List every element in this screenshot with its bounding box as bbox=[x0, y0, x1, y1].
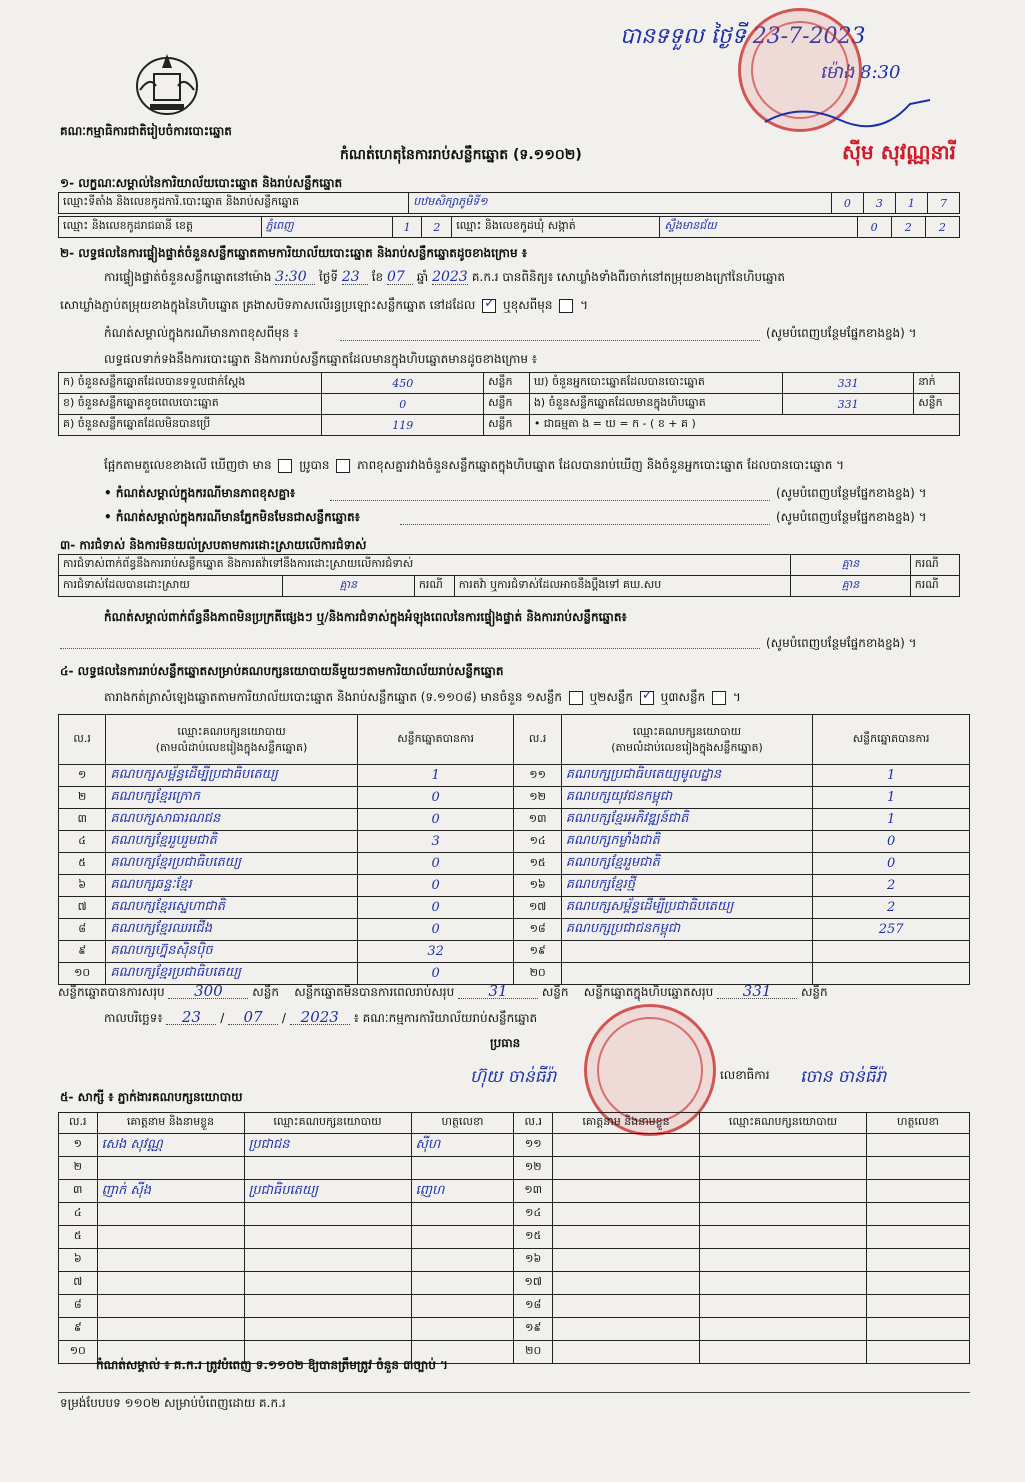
party-votes: 0 bbox=[357, 787, 514, 809]
col-sign-header: ហត្ថលេខា bbox=[867, 1113, 970, 1134]
unit-label: សន្លឹក bbox=[484, 394, 530, 415]
party-name: គណបក្សសម្ព័ន្ធដើម្បីប្រជាធិបតេយ្យ bbox=[561, 897, 812, 919]
table-row bbox=[59, 941, 970, 963]
row-no: ១០ bbox=[59, 1341, 98, 1364]
emblem-icon bbox=[132, 46, 202, 118]
party-votes: 0 bbox=[813, 831, 970, 853]
verification-line bbox=[104, 270, 785, 285]
table-row bbox=[59, 809, 970, 831]
red-stamp-name: ស៊ីម សុវណ្ណនារី bbox=[842, 140, 956, 164]
total-invalid-label: សន្លឹកឆ្នោតមិនបានការពេលរាប់សរុប bbox=[294, 985, 455, 999]
row-no: ៥ bbox=[59, 1226, 98, 1249]
witness-party bbox=[699, 1134, 866, 1157]
row-no: ១៨ bbox=[514, 919, 561, 941]
seal-line: សោឃ្លាំងភ្ជាប់តម្រុយខាងក្នុងនៃហិបឆ្នោត គ្រងាសបិទភាសលើរន្ធប្រឡោះសន្លឹកឆ្នោត នៅដដែល ✓ ឬខុសពីមុន ។ bbox=[60, 298, 588, 313]
diff-text: ផ្អែកតាមតួលេខខាងលើ ឃើញថា មាន bbox=[104, 458, 272, 472]
fill-hint-3: (សូមបំពេញបន្ថែមផ្នែកខាងខ្នង) ។ bbox=[776, 510, 927, 524]
bullet-fill-line bbox=[400, 524, 770, 525]
witness-party: ប្រជាជន bbox=[244, 1134, 411, 1157]
fill-hint-4: (សូមបំពេញបន្ថែមផ្នែកខាងខ្នង) ។ bbox=[766, 636, 917, 650]
count-label: ខ) ចំនួនសន្លឹកឆ្នោតខូចពេលបោះឆ្នោត bbox=[59, 394, 322, 415]
location-value: បឋមសិក្សាភូមិទី១ bbox=[409, 193, 832, 214]
total-invalid-value: 31 bbox=[458, 984, 538, 999]
fill-hint-2: (សូមបំពេញបន្ថែមផ្នែកខាងខ្នង) ។ bbox=[776, 486, 927, 500]
witness-name bbox=[97, 1226, 244, 1249]
changed-checkbox[interactable] bbox=[559, 299, 573, 313]
received-note: បានទទួល ថ្ងៃទី 23-7-2023 bbox=[620, 24, 866, 49]
diff-or-label: ប្រូបាន bbox=[299, 458, 330, 472]
location-label: ឈ្មោះទីតាំង និងលេខកូដការិ.បោះឆ្នោត និងរាប់សន្លឹកឆ្នោត bbox=[59, 193, 409, 214]
province-value: ភ្នំពេញ bbox=[261, 217, 392, 238]
witness-party bbox=[699, 1341, 866, 1364]
objection-label: ការជំទាស់ពាក់ព័ន្ធនឹងការរាប់សន្លឹកឆ្នោត និងការតវ៉ាទៅនឹងការដោះស្រាយលើការជំទាស់ bbox=[59, 555, 791, 576]
total-box-value: 331 bbox=[717, 984, 797, 999]
row-no: ១១ bbox=[514, 1134, 553, 1157]
row-no: ១៩ bbox=[514, 1318, 553, 1341]
party-name: គណបក្សសម្ព័ន្ធដើម្បីប្រជាធិបតេយ្យ bbox=[106, 765, 357, 787]
row-no: ៩ bbox=[59, 941, 106, 963]
row-no: ៣ bbox=[59, 1180, 98, 1203]
table-row bbox=[59, 853, 970, 875]
witness-party bbox=[244, 1203, 411, 1226]
party-name: គណបក្សឆន្ទៈខ្មែរ bbox=[106, 875, 357, 897]
row-no: ១៤ bbox=[514, 1203, 553, 1226]
row-no: ៩ bbox=[59, 1318, 98, 1341]
witness-name bbox=[553, 1295, 700, 1318]
witness-party bbox=[699, 1272, 866, 1295]
table-row bbox=[59, 897, 970, 919]
row-no: ១២ bbox=[514, 787, 561, 809]
table-row bbox=[59, 787, 970, 809]
resolved-label: ការជំទាស់ដែលបានដោះស្រាយ bbox=[59, 576, 283, 597]
section3-heading: ៣- ការជំទាស់ និងការមិនយល់ស្របតាមការដោះស្រាយលើការជំទាស់ bbox=[60, 538, 367, 552]
chair-signature: ហ៊ុយ ចាន់ធីរ៉ា bbox=[470, 1067, 557, 1087]
witness-signature bbox=[867, 1157, 970, 1180]
col-votes-header: សន្លឹកឆ្នោតបានការ bbox=[357, 715, 514, 765]
two-sheets-label: ឬ២សន្លឹក bbox=[589, 690, 634, 704]
witness-signature bbox=[867, 1226, 970, 1249]
date-line: កាលបរិច្ឆេទ៖ 23 / 07 / 2023 ៖ គណៈកម្មការការិយាល័យរាប់សន្លឹកឆ្នោត bbox=[104, 1008, 538, 1026]
table-row bbox=[59, 1226, 970, 1249]
party-name: គណបក្សខ្មែរឈរជើង bbox=[106, 919, 357, 941]
party-votes: 0 bbox=[357, 919, 514, 941]
note-fill-line bbox=[340, 340, 760, 341]
one-sheet-checkbox[interactable] bbox=[569, 691, 583, 705]
row-no: ៣ bbox=[59, 809, 106, 831]
witness-name bbox=[553, 1318, 700, 1341]
witness-name bbox=[553, 1157, 700, 1180]
bullet-difference: • កំណត់សម្គាល់ក្នុងករណីមានភាពខុសគ្នា៖ bbox=[104, 486, 296, 500]
unit-label: សន្លឹក bbox=[252, 985, 279, 999]
row-no: ៨ bbox=[59, 919, 106, 941]
party-votes bbox=[813, 963, 970, 985]
diff-yes-checkbox[interactable] bbox=[278, 459, 292, 473]
date-year: 2023 bbox=[290, 1010, 350, 1025]
row-no: ១៥ bbox=[514, 1226, 553, 1249]
unit-label: សន្លឹក bbox=[800, 985, 828, 999]
col-party-header: ឈ្មោះគណបក្សនយោបាយ bbox=[244, 1113, 411, 1134]
witness-signature bbox=[867, 1180, 970, 1203]
witness-signature bbox=[867, 1318, 970, 1341]
table-row bbox=[59, 1295, 970, 1318]
row-no: ១៣ bbox=[514, 1180, 553, 1203]
col-party-title: ឈ្មោះគណបក្សនយោបាយ bbox=[177, 724, 286, 738]
table-row bbox=[59, 1272, 970, 1295]
witness-signature bbox=[411, 1272, 514, 1295]
witness-party bbox=[699, 1249, 866, 1272]
unit-label: សន្លឹក bbox=[484, 373, 530, 394]
chair-label: ប្រធាន bbox=[490, 1036, 521, 1050]
party-name: គណបក្សកម្លាំងជាតិ bbox=[561, 831, 812, 853]
party-votes: 0 bbox=[357, 897, 514, 919]
verification-text: ការផ្ទៀងផ្ទាត់ចំនួនសន្លឹកឆ្នោតនៅម៉ោង bbox=[104, 270, 272, 284]
table-row bbox=[59, 875, 970, 897]
party-name: គណបក្សប្រជាធិបតេយ្យមូលដ្ឋាន bbox=[561, 765, 812, 787]
verification-text-end: គ.ក.រ បានពិនិត្យ៖ សោឃ្លាំងទាំងពីរចាក់នៅតម្រុយខាងក្រៅនៃហិបឆ្នោត bbox=[471, 270, 785, 284]
formula-text: • ជាធម្មតា ង = ឃ = ក - ( ខ + គ ) bbox=[529, 415, 959, 436]
secretary-label: លេខាធិការ bbox=[720, 1068, 770, 1082]
witness-party bbox=[699, 1318, 866, 1341]
table-row bbox=[59, 919, 970, 941]
table-row bbox=[59, 1203, 970, 1226]
party-name: គណបក្សយុវជនកម្ពុជា bbox=[561, 787, 812, 809]
objections-table bbox=[58, 554, 960, 597]
verification-year: 2023 bbox=[432, 269, 468, 285]
party-name: គណបក្សប្រជាជនកម្ពុជា bbox=[561, 919, 812, 941]
changed-label: ឬខុសពីមុន bbox=[502, 298, 553, 312]
party-name bbox=[561, 963, 812, 985]
section1-table-row2 bbox=[58, 216, 960, 238]
section3-note: កំណត់សម្គាល់ពាក់ព័ន្ធនឹងភាពមិនប្រក្រតីផ្សេងៗ ឬ/និងការជំទាស់ក្នុងអំឡុងពេលនៃការផ្ទៀងផ្ទាត់ និងការរាប់សន្លឹកឆ្នោត៖ bbox=[104, 610, 627, 624]
diff-no-checkbox[interactable] bbox=[336, 459, 350, 473]
unit-label: សន្លឹក bbox=[541, 985, 569, 999]
row-no: ៦ bbox=[59, 875, 106, 897]
row-no: ២០ bbox=[514, 1341, 553, 1364]
received-time: ម៉ោង 8:30 bbox=[820, 62, 901, 83]
party-votes: 2 bbox=[813, 875, 970, 897]
witness-party bbox=[699, 1203, 866, 1226]
party-votes: 0 bbox=[357, 853, 514, 875]
col-votes-header: សន្លឹកឆ្នោតបានការ bbox=[813, 715, 970, 765]
tally-sheet-line: តារាងកត់ត្រាសំឡេងឆ្នោតតាមការិយាល័យបោះឆ្នោត និងរាប់សន្លឹកឆ្នោត (ទ.១១០៨) មានចំនួន ១សន្លឹក ឬ២សន្លឹក ✓ ឬ៣សន្លឹក ។ bbox=[104, 690, 741, 705]
witness-name bbox=[97, 1295, 244, 1318]
objection-value: គ្មាន bbox=[791, 555, 911, 576]
row-no: ១៦ bbox=[514, 1249, 553, 1272]
location-code-digit: 3 bbox=[863, 193, 895, 214]
party-votes: 1 bbox=[813, 765, 970, 787]
row-no: ១៧ bbox=[514, 897, 561, 919]
witness-signature bbox=[411, 1157, 514, 1180]
section2-heading: ២- លទ្ធផលនៃការផ្ទៀងផ្ទាត់ចំនួនសន្លឹកឆ្នោតតាមការិយាល័យបោះឆ្នោត និងរាប់សន្លឹកឆ្នោតដូចខាងក្រោម ៖ bbox=[60, 246, 528, 260]
witness-name bbox=[97, 1157, 244, 1180]
col-no-header: ល.រ bbox=[514, 1113, 553, 1134]
party-name: គណបក្សខ្មែរក្រោក bbox=[106, 787, 357, 809]
row-no: ៥ bbox=[59, 853, 106, 875]
appeal-label: ការតវ៉ា ឬការជំទាស់ដែលអាចនឹងប្តឹងទៅ គឃ.សប bbox=[454, 576, 790, 597]
province-code-digit: 2 bbox=[422, 217, 452, 238]
three-sheets-label: ឬ៣សន្លឹក bbox=[660, 690, 706, 704]
section4-heading: ៤- លទ្ធផលនៃការរាប់សន្លឹកឆ្នោតសម្រាប់គណបក្សនយោបាយនីមួយៗតាមការិយាល័យរាប់សន្លឹកឆ្នោត bbox=[60, 664, 504, 678]
witness-signature: ញេហ bbox=[411, 1180, 514, 1203]
row-no: ៤ bbox=[59, 831, 106, 853]
date-label: កាលបរិច្ឆេទ៖ bbox=[104, 1011, 163, 1025]
section5-note: កំណត់សម្គាល់ ៖ គ.ក.រ ត្រូវបំពេញ ទ.១១០២ ឱ្យបានត្រឹមត្រូវ ចំនួន ៣ច្បាប់ ។ bbox=[96, 1358, 448, 1372]
witness-party bbox=[244, 1249, 411, 1272]
col-no-header: ល.រ bbox=[59, 715, 106, 765]
witness-name bbox=[97, 1203, 244, 1226]
witness-party bbox=[699, 1180, 866, 1203]
day-label: ថ្ងៃទី bbox=[319, 270, 339, 284]
witness-name bbox=[553, 1180, 700, 1203]
count-label: ង) ចំនួនសន្លឹកឆ្នោតដែលមានក្នុងហិបឆ្នោត bbox=[529, 394, 782, 415]
fill-hint-1: (សូមបំពេញបន្ថែមផ្នែកខាងខ្នង) ។ bbox=[766, 326, 917, 340]
witness-party bbox=[699, 1157, 866, 1180]
party-votes: 3 bbox=[357, 831, 514, 853]
party-name bbox=[561, 941, 812, 963]
total-box-label: សន្លឹកឆ្នោតក្នុងហិបឆ្នោតសរុប bbox=[583, 985, 714, 999]
witness-body bbox=[59, 1134, 970, 1364]
section1-heading: ១- លក្ខណៈសម្គាល់នៃការិយាល័យបោះឆ្នោត និងរាប់សន្លឹកឆ្នោត bbox=[60, 176, 343, 190]
row-no: ៨ bbox=[59, 1295, 98, 1318]
row-no: ៦ bbox=[59, 1249, 98, 1272]
row-no: ១៧ bbox=[514, 1272, 553, 1295]
party-votes: 0 bbox=[813, 853, 970, 875]
date-month: 07 bbox=[228, 1010, 278, 1025]
unit-label: ករណី bbox=[910, 576, 959, 597]
table-row bbox=[59, 831, 970, 853]
col-no-header: ល.រ bbox=[514, 715, 561, 765]
witness-name bbox=[553, 1341, 700, 1364]
witness-party bbox=[699, 1295, 866, 1318]
col-party-header: ឈ្មោះគណបក្សនយោបាយ bbox=[699, 1113, 866, 1134]
commune-value: ស្ទឹងមានជ័យ bbox=[660, 217, 857, 238]
totals-line bbox=[58, 984, 828, 999]
witness-party bbox=[244, 1157, 411, 1180]
secretary-signature: ចោន ចាន់ធីរ៉ា bbox=[800, 1067, 887, 1087]
party-votes: 1 bbox=[813, 809, 970, 831]
unused-ballots-value: 119 bbox=[322, 415, 484, 436]
location-code-digit: 7 bbox=[927, 193, 959, 214]
party-votes: 0 bbox=[357, 875, 514, 897]
table-row bbox=[59, 765, 970, 787]
tally-intro: តារាងកត់ត្រាសំឡេងឆ្នោតតាមការិយាល័យបោះឆ្នោត និងរាប់សន្លឹកឆ្នោត (ទ.១១០៨) មានចំនួន ១សន្លឹក bbox=[104, 690, 562, 704]
verification-month: 07 bbox=[387, 270, 413, 285]
commune-code-digit: 2 bbox=[891, 217, 925, 238]
col-party-sub: (តាមលំដាប់លេខរៀងក្នុងសន្លឹកឆ្នោត) bbox=[155, 740, 308, 754]
col-name-header: គោត្តនាម និងនាមខ្លួន bbox=[97, 1113, 244, 1134]
date-day: 23 bbox=[166, 1010, 216, 1025]
table-row bbox=[59, 1180, 970, 1203]
ballots-in-box-value: 331 bbox=[783, 394, 914, 415]
witness-party bbox=[244, 1318, 411, 1341]
bullet-non-ballot: • កំណត់សម្គាល់ក្នុងករណីមានភ្នែកមិនមែនជាសន្លឹកឆ្នោត៖ bbox=[104, 510, 360, 524]
witness-signature bbox=[411, 1295, 514, 1318]
table-row bbox=[59, 1249, 970, 1272]
unit-label: សន្លឹក bbox=[914, 394, 960, 415]
spoiled-ballots-value: 0 bbox=[322, 394, 484, 415]
unit-label: សន្លឹក bbox=[484, 415, 530, 436]
row-no: ២ bbox=[59, 787, 106, 809]
party-name: គណបក្សខ្មែររួបរួមជាតិ bbox=[106, 831, 357, 853]
location-code-digit: 1 bbox=[895, 193, 927, 214]
year-label: ឆ្នាំ bbox=[416, 270, 429, 284]
witness-party: ប្រជាធិបតេយ្យ bbox=[244, 1180, 411, 1203]
commune-code-digit: 0 bbox=[857, 217, 891, 238]
table-row bbox=[59, 1318, 970, 1341]
witness-signature bbox=[411, 1249, 514, 1272]
appeal-value: គ្មាន bbox=[791, 576, 911, 597]
witness-name bbox=[97, 1318, 244, 1341]
col-party-header bbox=[106, 715, 357, 765]
party-name: គណបក្សសាធារណជន bbox=[106, 809, 357, 831]
row-no: ១៤ bbox=[514, 831, 561, 853]
witness-name bbox=[97, 1249, 244, 1272]
note-fill-line bbox=[60, 648, 760, 649]
results-table bbox=[58, 714, 970, 985]
witness-signature bbox=[411, 1318, 514, 1341]
section1-table bbox=[58, 192, 960, 214]
date-suffix: ៖ គណៈកម្មការការិយាល័យរាប់សន្លឹកឆ្នោត bbox=[353, 1011, 538, 1025]
party-name: គណបក្សខ្មែរប្រជាធិបតេយ្យ bbox=[106, 963, 357, 985]
row-no: ១៦ bbox=[514, 875, 561, 897]
witness-signature bbox=[867, 1203, 970, 1226]
witness-signature bbox=[867, 1341, 970, 1364]
col-name-header: គោត្តនាម និងនាមខ្លួន bbox=[553, 1113, 700, 1134]
row-no: ១៣ bbox=[514, 809, 561, 831]
seal-text: សោឃ្លាំងភ្ជាប់តម្រុយខាងក្នុងនៃហិបឆ្នោត គ្រងាសបិទភាសលើរន្ធប្រឡោះសន្លឹកឆ្នោត នៅដដែល bbox=[60, 298, 476, 312]
col-sign-header: ហត្ថលេខា bbox=[411, 1113, 514, 1134]
row-no: ១ bbox=[59, 765, 106, 787]
table-row bbox=[59, 1157, 970, 1180]
footer-divider bbox=[58, 1392, 970, 1393]
commune-label: ឈ្មោះ និងលេខកូដឃុំ សង្កាត់ bbox=[452, 217, 660, 238]
result-intro: លទ្ធផលទាក់ទងនឹងការបោះឆ្នោត និងការរាប់សន្លឹកឆ្នោតដែលមានក្នុងហិបឆ្នោតមានដូចខាងក្រោម ៖ bbox=[104, 352, 538, 366]
witness-signature bbox=[867, 1272, 970, 1295]
col-party-header bbox=[561, 715, 812, 765]
witness-name: ញាក់ ស៊ីង bbox=[97, 1180, 244, 1203]
witness-name bbox=[553, 1249, 700, 1272]
verification-time: 3:30 bbox=[275, 270, 315, 285]
row-no: ១ bbox=[59, 1134, 98, 1157]
count-label: ក) ចំនួនសន្លឹកឆ្នោតដែលបានទទួលជាក់ស្តែង bbox=[59, 373, 322, 394]
section5-heading: ៥- សាក្សី ៖ ភ្នាក់ងារគណបក្សនយោបាយ bbox=[60, 1090, 243, 1104]
signature-top bbox=[760, 92, 940, 132]
witness-party bbox=[244, 1272, 411, 1295]
party-name: គណបក្សខ្មែរថ្មី bbox=[561, 875, 812, 897]
witness-name bbox=[553, 1272, 700, 1295]
province-code-digit: 1 bbox=[392, 217, 422, 238]
unit-label: ករណី bbox=[414, 576, 454, 597]
witness-name: សេង សុវណ្ណ bbox=[97, 1134, 244, 1157]
row-no: ១៥ bbox=[514, 853, 561, 875]
row-no: ៧ bbox=[59, 1272, 98, 1295]
total-valid-label: សន្លឹកឆ្នោតបានការសរុប bbox=[58, 985, 165, 999]
three-sheets-checkbox[interactable] bbox=[712, 691, 726, 705]
month-label: ខែ bbox=[371, 270, 384, 284]
unit-label: នាក់ bbox=[914, 373, 960, 394]
witness-name bbox=[553, 1226, 700, 1249]
note-line-1: កំណត់សម្គាល់ក្នុងករណីមានភាពខុសពីមុន ៖ bbox=[104, 326, 299, 340]
row-no: ២០ bbox=[514, 963, 561, 985]
witness-signature: ស៊ីហ bbox=[411, 1134, 514, 1157]
count-label: ឃ) ចំនួនអ្នកបោះឆ្នោតដែលបានបោះឆ្នោត bbox=[529, 373, 782, 394]
witness-party bbox=[699, 1226, 866, 1249]
col-party-title: ឈ្មោះគណបក្សនយោបាយ bbox=[632, 724, 742, 738]
witness-signature bbox=[867, 1134, 970, 1157]
bullet-fill-line bbox=[330, 500, 770, 501]
witness-signature bbox=[867, 1249, 970, 1272]
verification-day: 23 bbox=[342, 270, 368, 285]
committee-name: គណៈកម្មាធិការជាតិរៀបចំការបោះឆ្នោត bbox=[60, 124, 232, 138]
row-no: ១២ bbox=[514, 1157, 553, 1180]
resolved-value: គ្មាន bbox=[282, 576, 414, 597]
row-no: ១១ bbox=[514, 765, 561, 787]
row-no: ២ bbox=[59, 1157, 98, 1180]
unchanged-checkbox[interactable] bbox=[482, 299, 496, 313]
party-name: គណបក្សហ្វ៊ុនស៊ិនប៉ិច bbox=[106, 941, 357, 963]
footer-text: ទម្រង់បែបបទ ១១០២ សម្រាប់បំពេញដោយ គ.ក.រ bbox=[60, 1396, 286, 1410]
province-label: ឈ្មោះ និងលេខកូដរាជធានី ខេត្ត bbox=[59, 217, 262, 238]
witness-signature bbox=[411, 1226, 514, 1249]
form-title: កំណត់ហេតុនៃការរាប់សន្លឹកឆ្នោត (ទ.១១០២) bbox=[340, 147, 582, 163]
two-sheets-checkbox[interactable] bbox=[640, 691, 654, 705]
received-ballots-value: 450 bbox=[322, 373, 484, 394]
witness-name bbox=[97, 1272, 244, 1295]
witness-name bbox=[553, 1134, 700, 1157]
party-votes: 0 bbox=[357, 963, 514, 985]
row-no: ១៩ bbox=[514, 941, 561, 963]
total-valid-value: 300 bbox=[168, 984, 248, 999]
voters-value: 331 bbox=[783, 373, 914, 394]
party-name: គណបក្សខ្មែររួមជាតិ bbox=[561, 853, 812, 875]
count-label: គ) ចំនួនសន្លឹកឆ្នោតដែលមិនបានប្រើ bbox=[59, 415, 322, 436]
commune-code-digit: 2 bbox=[925, 217, 959, 238]
table-row bbox=[59, 1134, 970, 1157]
row-no: ១០ bbox=[59, 963, 106, 985]
party-name: គណបក្សខ្មែរប្រជាធិបតេយ្យ bbox=[106, 853, 357, 875]
results-body bbox=[59, 765, 970, 985]
col-no-header: ល.រ bbox=[59, 1113, 98, 1134]
witness-name bbox=[553, 1203, 700, 1226]
row-no: ១៨ bbox=[514, 1295, 553, 1318]
witness-table bbox=[58, 1112, 970, 1364]
party-name: គណបក្សខ្មែរអភិវឌ្ឍន៍ជាតិ bbox=[561, 809, 812, 831]
unit-label: ករណី bbox=[910, 555, 959, 576]
witness-signature bbox=[867, 1295, 970, 1318]
counts-table bbox=[58, 372, 960, 436]
party-votes: 0 bbox=[357, 809, 514, 831]
col-party-sub: (តាមលំដាប់លេខរៀងក្នុងសន្លឹកឆ្នោត) bbox=[611, 740, 763, 754]
location-code-digit: 0 bbox=[831, 193, 863, 214]
party-votes: 1 bbox=[813, 787, 970, 809]
party-name: គណបក្សខ្មែរស្នេហាជាតិ bbox=[106, 897, 357, 919]
party-votes: 1 bbox=[357, 765, 514, 787]
witness-signature bbox=[411, 1203, 514, 1226]
party-votes: 257 bbox=[813, 919, 970, 941]
witness-party bbox=[244, 1295, 411, 1318]
row-no: ៧ bbox=[59, 897, 106, 919]
party-votes: 32 bbox=[357, 941, 514, 963]
witness-party bbox=[244, 1226, 411, 1249]
party-votes: 2 bbox=[813, 897, 970, 919]
party-votes bbox=[813, 941, 970, 963]
row-no: ៤ bbox=[59, 1203, 98, 1226]
diff-rest-text: ភាពខុសគ្នារវាងចំនួនសន្លឹកឆ្នោតក្នុងហិបឆ្នោត ដែលបានរាប់ឃើញ និងចំនួនអ្នកបោះឆ្នោត ដែលបានបោះឆ្នោត ។ bbox=[357, 458, 845, 472]
diff-line bbox=[104, 458, 844, 473]
